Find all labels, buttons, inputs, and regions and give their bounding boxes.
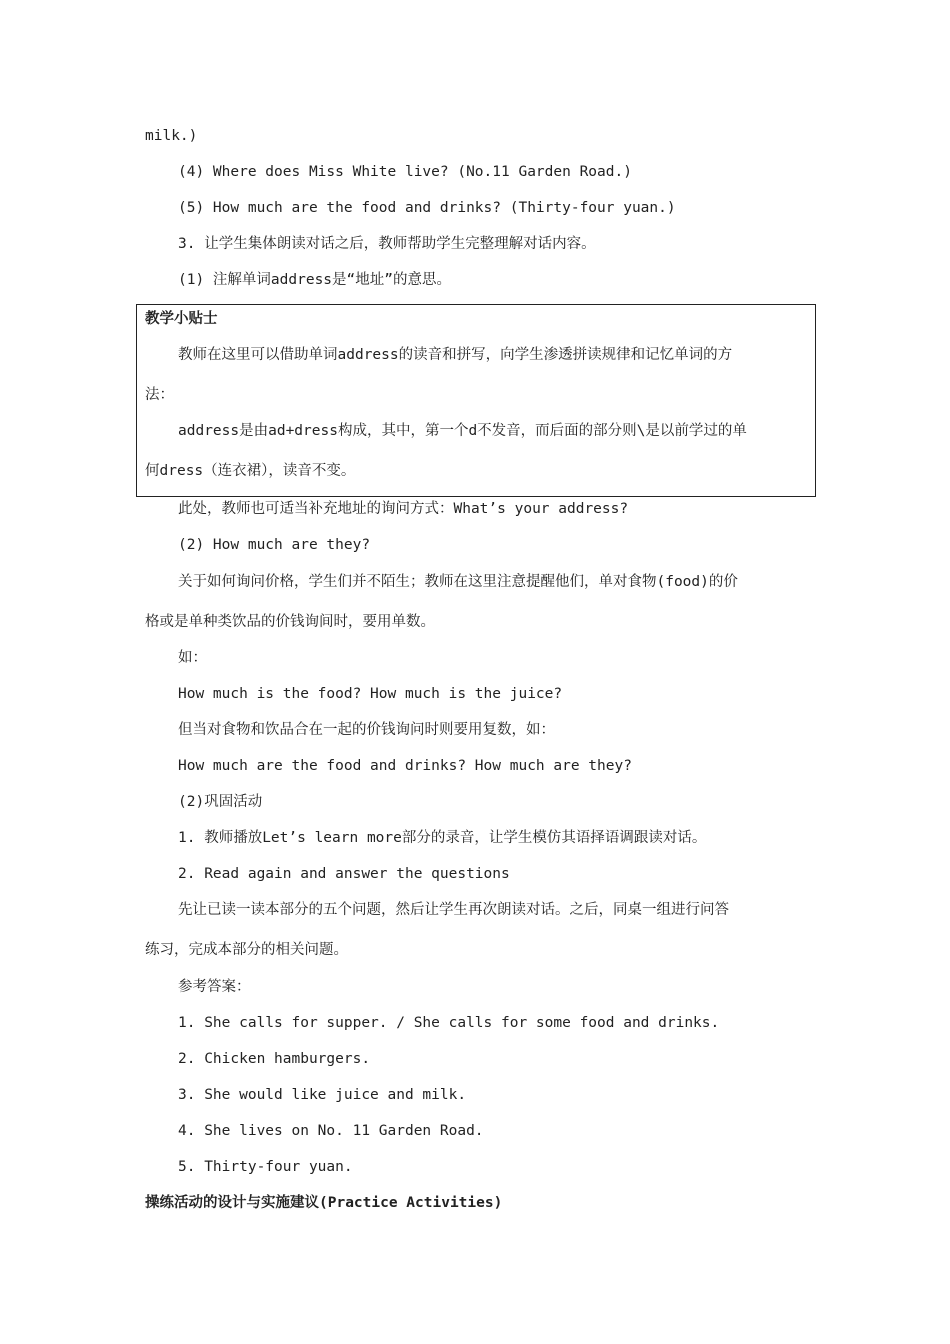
text-line: (1) 注解单词address是“地址”的意思。 bbox=[178, 272, 451, 288]
tip-line: address是由ad+dress构成，其中，第一个d不发音，而后面的部分则\是以前学过的单 bbox=[178, 423, 747, 439]
text-line: 2. Chicken hamburgers. bbox=[178, 1051, 371, 1067]
text-line: 但当对食物和饮品合在一起的价钱询问时则要用复数，如： bbox=[178, 722, 555, 738]
tip-line: 教师在这里可以借助单词address的读音和拼写，向学生渗透拼读规律和记忆单词的方 bbox=[178, 347, 733, 363]
text-line: 格或是单种类饮品的价钱询间时，要用单数。 bbox=[145, 614, 435, 630]
tip-line: 何dress（连衣裙），读音不变。 bbox=[145, 463, 356, 479]
text-line: 练习，完成本部分的相关问题。 bbox=[145, 942, 348, 958]
text-line: milk.) bbox=[145, 128, 198, 144]
tip-title: 教学小贴士 bbox=[145, 311, 218, 327]
tip-line: 法： bbox=[145, 387, 174, 403]
text-line: 1. She calls for supper. / She calls for some food and drinks. bbox=[178, 1015, 720, 1031]
text-line: How much is the food? How much is the juice? bbox=[178, 686, 563, 702]
text-line: 4. She lives on No. 11 Garden Road. bbox=[178, 1123, 484, 1139]
text-line: (2) How much are they? bbox=[178, 537, 371, 553]
text-line: 3. She would like juice and milk. bbox=[178, 1087, 467, 1103]
text-line: 如： bbox=[178, 650, 207, 666]
text-line: (4) Where does Miss White live? (No.11 Garden Road.) bbox=[178, 164, 632, 180]
text-line: 先让已读一读本部分的五个问题，然后让学生再次朗读对话。之后，同桌一组进行问答 bbox=[178, 902, 729, 918]
text-line: 此处，教师也可适当补充地址的询问方式：What’s your address? bbox=[178, 501, 629, 517]
text-line: 2. Read again and answer the questions bbox=[178, 866, 510, 882]
text-line: 5. Thirty-four yuan. bbox=[178, 1159, 353, 1175]
text-line: (5) How much are the food and drinks? (Thirty-four yuan.) bbox=[178, 200, 676, 216]
text-line: (2)巩固活动 bbox=[178, 794, 263, 810]
teaching-tip-box bbox=[136, 304, 816, 497]
text-line: How much are the food and drinks? How much are they? bbox=[178, 758, 632, 774]
text-line: 3. 让学生集体朗读对话之后，教师帮助学生完整理解对话内容。 bbox=[178, 236, 596, 252]
text-line: 1. 教师播放Let’s learn more部分的录音，让学生模仿其语择语调跟读对话。 bbox=[178, 830, 707, 846]
text-line: 关于如何询问价格，学生们并不陌生；教师在这里注意提醒他们，单对食物(food)的价 bbox=[178, 574, 738, 590]
text-line: 参考答案： bbox=[178, 979, 251, 995]
section-heading: 操练活动的设计与实施建议(Practice Activities) bbox=[145, 1195, 503, 1211]
